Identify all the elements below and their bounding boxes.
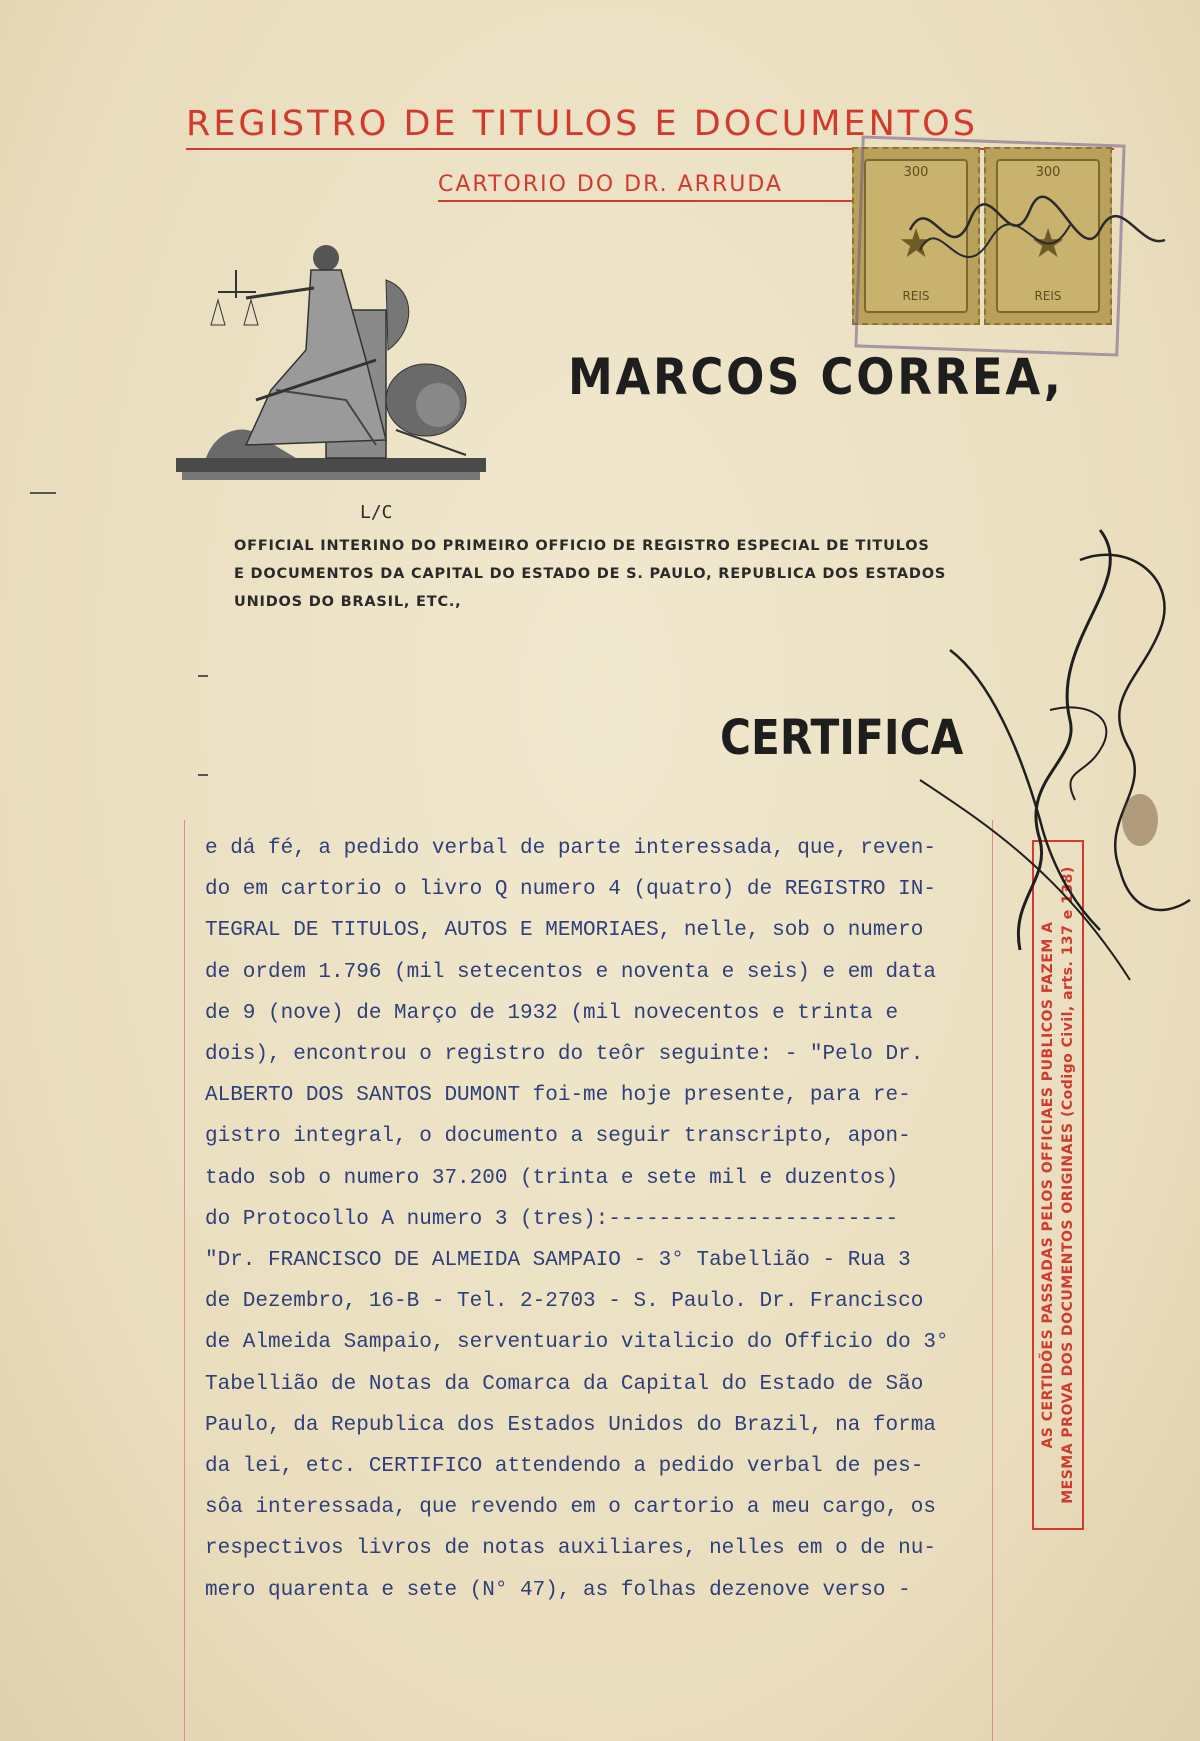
body-line: e dá fé, a pedido verbal de parte interessada, que, reven- [205,837,936,860]
margin-mark [30,492,56,494]
margin-rule-left [184,820,185,1741]
stamp-signature-scribble [880,170,1170,310]
body-line: "Dr. FRANCISCO DE ALMEIDA SAMPAIO - 3° Tabellião - Rua 3 [205,1249,911,1273]
star-icon: ★ [898,221,934,267]
body-line: Tabellião de Notas da Comarca da Capital do Estado de São [205,1372,924,1396]
body-line: ALBERTO DOS SANTOS DUMONT foi-me hoje presente, para re- [205,1084,911,1108]
body-line: mero quarenta e sete (N° 47), as folhas dezenove verso - [205,1578,911,1602]
stamp-value: 300 [903,165,929,180]
header-title: REGISTRO DE TITULOS E DOCUMENTOS [186,102,1114,150]
body-line: TEGRAL DE TITULOS, AUTOS E MEMORIAES, nelle, sob o numero [205,919,924,943]
stamp-text: REIS [1034,289,1062,303]
official-description [234,532,994,616]
body-line: sôa interessada, que revendo em o cartorio a meu cargo, os [205,1496,936,1520]
body-line: Paulo, da Republica dos Estados Unidos do Brazil, na forma [205,1413,936,1437]
body-line: dois), encontrou o registro do teôr seguinte: - "Pelo Dr. [205,1043,924,1067]
body-line: do em cartorio o livro Q numero 4 (quatro) de REGISTRO IN- [205,878,936,902]
stamp-value: 300 [1035,165,1061,180]
star-icon: ★ [1030,221,1066,267]
office-line: UNIDOS DO BRASIL, ETC., [234,594,462,610]
body-line: de Almeida Sampaio, serventuario vitalicio do Officio do 3° [205,1331,949,1355]
body-line: de 9 (nove) de Março de 1932 (mil novecentos e trinta e [205,1001,899,1025]
justice-figure-icon [176,240,486,490]
body-line: de Dezembro, 16-B - Tel. 2-2703 - S. Paulo. Dr. Francisco [205,1290,924,1314]
margin-mark [198,675,208,677]
body-line: gistro integral, o documento a seguir transcripto, apon- [205,1125,911,1149]
initials: L/C [360,502,393,523]
typed-body [205,828,995,1611]
official-name: MARCOS CORREA, [568,348,1064,406]
certifica-heading: CERTIFICA [720,710,964,766]
body-line: do Protocollo A numero 3 (tres):----------------------- [205,1207,899,1231]
office-line: E DOCUMENTOS DA CAPITAL DO ESTADO DE S. PAULO, REPUBLICA DOS ESTADOS [234,566,947,582]
handwritten-signature [900,520,1200,1000]
body-line: da lei, etc. CERTIFICO attendendo a pedido verbal de pes- [205,1455,924,1479]
body-line: respectivos livros de notas auxiliares, nelles em o de nu- [205,1537,936,1561]
header-subtitle: CARTORIO DO DR. ARRUDA [438,170,853,202]
side-note-line: AS CERTIDÕES PASSADAS PELOS OFFICIAES PUBLICOS FAZEM A [1040,921,1056,1449]
office-line: OFFICIAL INTERINO DO PRIMEIRO OFFICIO DE REGISTRO ESPECIAL DE TITULOS [234,538,930,554]
body-line: de ordem 1.796 (mil setecentos e noventa e seis) e em data [205,960,936,984]
side-note-line: MESMA PROVA DOS DOCUMENTOS ORIGINAES (Codigo Civil, arts. 137 e 138) [1060,866,1076,1504]
body-line: tado sob o numero 37.200 (trinta e sete mil e duzentos) [205,1166,899,1190]
margin-mark [198,774,208,776]
stamp-text: REIS [902,289,930,303]
